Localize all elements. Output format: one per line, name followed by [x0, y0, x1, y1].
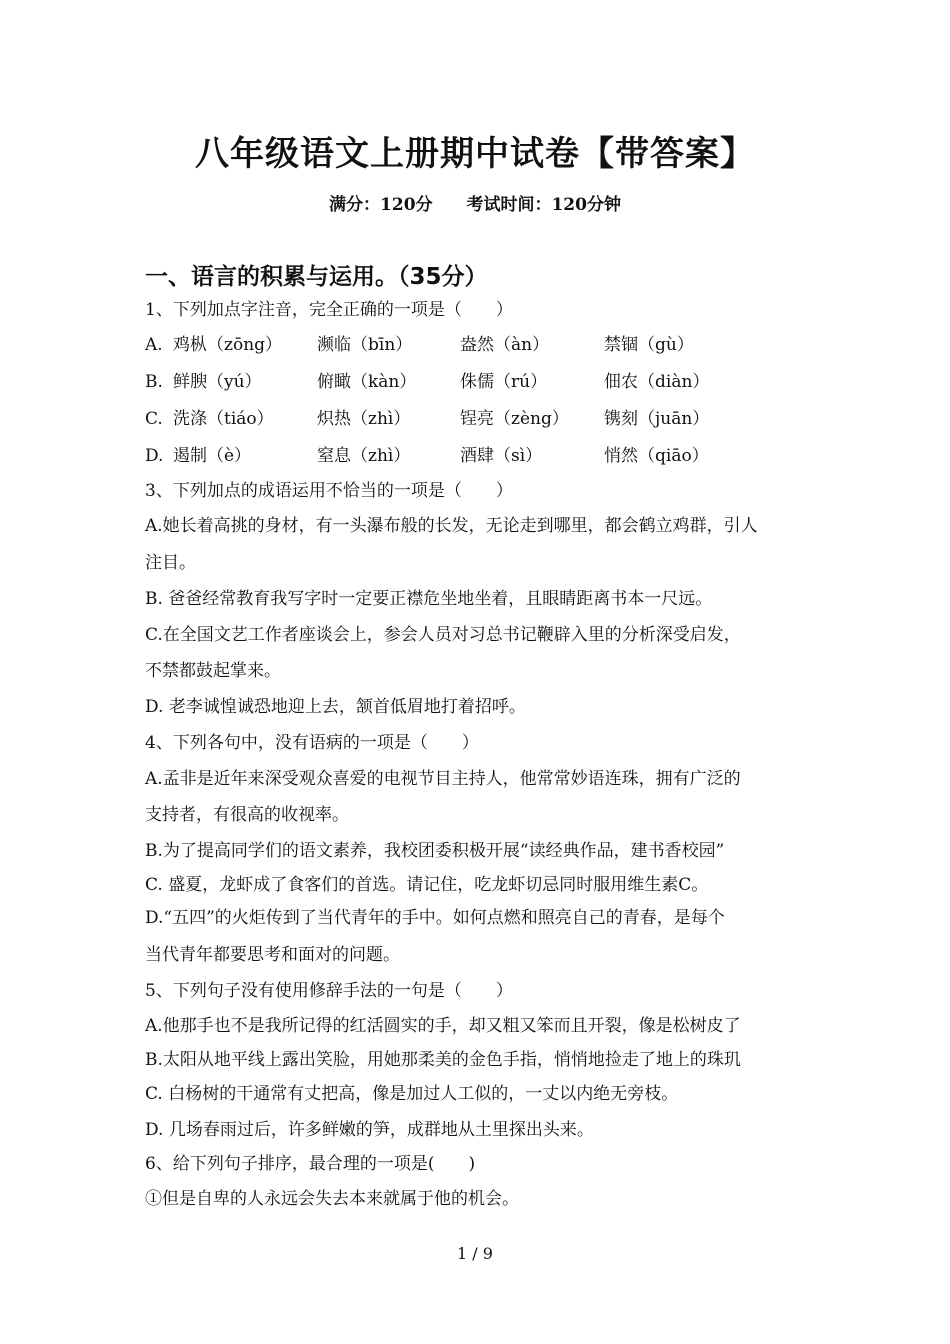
option-item: 锃亮（zèng）: [460, 409, 569, 429]
page-number: 1 / 9: [457, 1244, 493, 1263]
q5-option-a: A.他那手也不是我所记得的红活圆实的手，却又粗又笨而且开裂，像是松树皮了: [145, 1016, 741, 1036]
q3-option-d: D. 老李诚惶诚恐地迎上去，颔首低眉地打着招呼。: [145, 697, 526, 717]
score-info: [0, 190, 950, 215]
q4-option-d: D.“五四”的火炬传到了当代青年的手中。如何点燃和照亮自己的青春，是每个: [145, 908, 725, 928]
q4-option-b: B.为了提高同学们的语文素养，我校团委积极开展“读经典作品，建书香校园”: [145, 841, 725, 861]
page-title: 八年级语文上册期中试卷【带答案】: [195, 134, 755, 174]
option-label: C.: [145, 409, 163, 429]
q3-option-b: B. 爸爸经常教育我写字时一定要正襟危坐地坐着，且眼睛距离书本一尺远。: [145, 589, 713, 609]
q3-option-c-cont: 不禁都鼓起掌来。: [145, 661, 281, 681]
option-label: D.: [145, 446, 164, 466]
option-item: 悄然（qiāo）: [604, 446, 709, 466]
q3-option-a: A.她长着高挑的身材，有一头瀑布般的长发，无论走到哪里，都会鹤立鸡群，引人: [145, 516, 758, 536]
question-3-stem: 3、下列加点的成语运用不恰当的一项是（ ）: [145, 481, 513, 501]
q4-option-a: A.孟非是近年来深受观众喜爱的电视节目主持人，他常常妙语连珠，拥有广泛的: [145, 769, 741, 789]
q4-option-d-cont: 当代青年都要思考和面对的问题。: [145, 945, 400, 965]
option-item: 酒肆（sì）: [460, 446, 543, 466]
option-item: 鲜腴（yú）: [173, 372, 262, 392]
q4-option-c: C. 盛夏，龙虾成了食客们的首选。请记住，吃龙虾切忌同时服用维生素C。: [145, 875, 709, 895]
option-label: A.: [145, 335, 163, 355]
question-4-stem: 4、下列各句中，没有语病的一项是（ ）: [145, 733, 479, 753]
option-item: 俯瞰（kàn）: [317, 372, 417, 392]
q5-option-b: B.太阳从地平线上露出笑脸，用她那柔美的金色手指，悄悄地捡走了地上的珠玑: [145, 1050, 741, 1070]
question-1-stem: 1、下列加点字注音，完全正确的一项是（ ）: [145, 300, 513, 320]
option-item: 盎然（àn）: [460, 335, 550, 355]
q5-option-c: C. 白杨树的干通常有丈把高，像是加过人工似的，一丈以内绝无旁枝。: [145, 1084, 679, 1104]
option-label: B.: [145, 372, 163, 392]
exam-time: 考试时间：120分钟: [466, 195, 621, 215]
q3-option-a-cont: 注目。: [145, 553, 196, 573]
option-item: 洗涤（tiáo）: [173, 409, 274, 429]
option-item: 佃农（diàn）: [604, 372, 710, 392]
option-item: 镌刻（juān）: [604, 409, 710, 429]
option-item: 侏儒（rú）: [460, 372, 548, 392]
q4-option-a-cont: 支持者，有很高的收视率。: [145, 805, 349, 825]
q5-option-d: D. 几场春雨过后，许多鲜嫩的笋，成群地从土里探出头来。: [145, 1120, 594, 1140]
question-6-stem: 6、给下列句子排序，最合理的一项是( ): [145, 1154, 476, 1174]
q6-sentence-1: ①但是自卑的人永远会失去本来就属于他的机会。: [145, 1189, 519, 1209]
q3-option-c: C.在全国文艺工作者座谈会上，参会人员对习总书记鞭辟入里的分析深受启发，: [145, 625, 741, 645]
section-heading: 一、语言的积累与运用。（35分）: [145, 264, 488, 290]
option-item: 窒息（zhì）: [317, 446, 411, 466]
full-score: 满分：120分: [329, 195, 433, 215]
option-item: 鸡枞（zōng）: [173, 335, 283, 355]
question-5-stem: 5、下列句子没有使用修辞手法的一句是（ ）: [145, 981, 513, 1001]
option-item: 遏制（è）: [173, 446, 252, 466]
option-item: 炽热（zhì）: [317, 409, 411, 429]
option-item: 禁锢（gù）: [604, 335, 694, 355]
option-item: 濒临（bīn）: [317, 335, 413, 355]
